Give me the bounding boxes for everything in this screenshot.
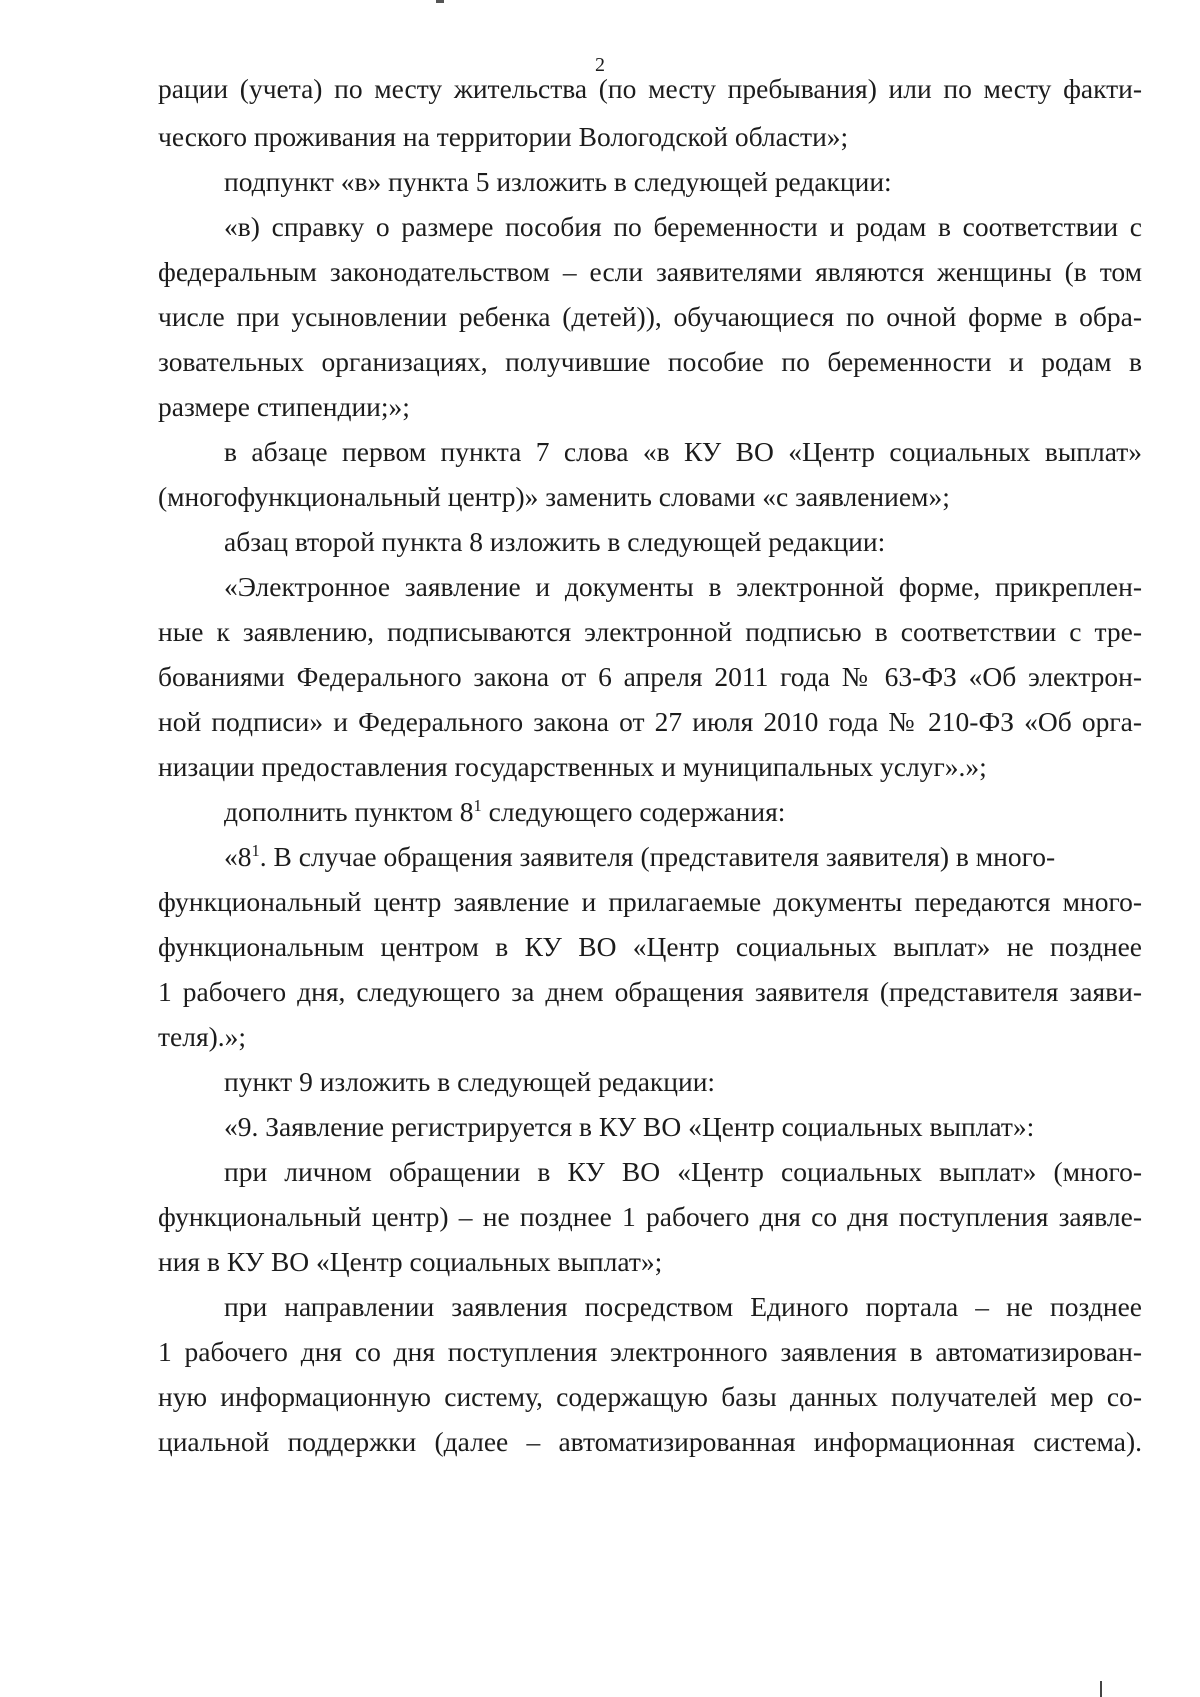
- text-line: ную информационную систему, содержащую базы данных получателей мер со-: [158, 1381, 1142, 1412]
- text-line: подпункт «в» пункта 5 изложить в следующей редакции:: [224, 166, 892, 197]
- scan-mark-bottom: [1100, 1681, 1102, 1697]
- text-fragment: . В случае обращения заявителя (представителя заявителя) в много-: [259, 841, 1056, 872]
- text-line: ческого проживания на территории Вологодской области»;: [158, 121, 849, 152]
- text-fragment: «8: [224, 841, 252, 872]
- text-line: пункт 9 изложить в следующей редакции:: [224, 1066, 716, 1097]
- text-line: ной подписи» и Федерального закона от 27 июля 2010 года № 210-ФЗ «Об орга-: [158, 706, 1142, 737]
- superscript: 1: [251, 840, 260, 860]
- text-line: функциональный центр) – не позднее 1 рабочего дня со дня поступления заявле-: [158, 1201, 1142, 1232]
- text-line: числе при усыновлении ребенка (детей)), обучающиеся по очной форме в обра-: [158, 301, 1142, 332]
- text-fragment: следующего содержания:: [481, 796, 786, 827]
- text-line: размере стипендии;»;: [158, 391, 410, 422]
- text-line: «в) справку о размере пособия по беременности и родам в соответствии с: [224, 211, 1142, 242]
- text-line: федеральным законодательством – если заявителями являются женщины (в том: [158, 256, 1142, 287]
- text-line: циальной поддержки (далее – автоматизированная информационная система).: [158, 1426, 1142, 1457]
- text-line: при направлении заявления посредством Единого портала – не позднее: [224, 1291, 1142, 1322]
- text-line: (многофункциональный центр)» заменить словами «с заявлением»;: [158, 481, 950, 512]
- text-line: «9. Заявление регистрируется в КУ ВО «Центр социальных выплат»:: [224, 1111, 1035, 1142]
- text-line: теля).»;: [158, 1021, 247, 1052]
- text-line: «Электронное заявление и документы в электронной форме, прикреплен-: [224, 571, 1142, 602]
- text-line: при личном обращении в КУ ВО «Центр социальных выплат» (много-: [224, 1156, 1142, 1187]
- text-line: 1 рабочего дня, следующего за днем обращения заявителя (представителя заяви-: [158, 976, 1142, 1007]
- text-line: 1 рабочего дня со дня поступления электронного заявления в автоматизирован-: [158, 1336, 1142, 1367]
- scan-mark-top: [436, 0, 444, 3]
- text-line: [224, 795, 1142, 829]
- text-line: низации предоставления государственных и муниципальных услуг».»;: [158, 751, 987, 782]
- superscript: 1: [473, 795, 482, 815]
- text-line: функциональный центр заявление и прилагаемые документы передаются много-: [158, 886, 1142, 917]
- text-line: ные к заявлению, подписываются электронной подписью в соответствии с тре-: [158, 616, 1142, 647]
- text-line: зовательных организациях, получившие пособие по беременности и родам в: [158, 346, 1142, 377]
- text-line: функциональным центром в КУ ВО «Центр социальных выплат» не позднее: [158, 931, 1142, 962]
- text-line: [224, 840, 1142, 874]
- text-line: рации (учета) по месту жительства (по месту пребывания) или по месту факти-: [158, 73, 1142, 104]
- page-number: 2: [595, 54, 605, 76]
- text-line: ния в КУ ВО «Центр социальных выплат»;: [158, 1246, 663, 1277]
- text-fragment: дополнить пунктом 8: [224, 796, 474, 827]
- text-line: в абзаце первом пункта 7 слова «в КУ ВО «Центр социальных выплат»: [224, 436, 1142, 467]
- text-line: абзац второй пункта 8 изложить в следующей редакции:: [224, 526, 886, 557]
- text-line: бованиями Федерального закона от 6 апреля 2011 года № 63-ФЗ «Об электрон-: [158, 661, 1142, 692]
